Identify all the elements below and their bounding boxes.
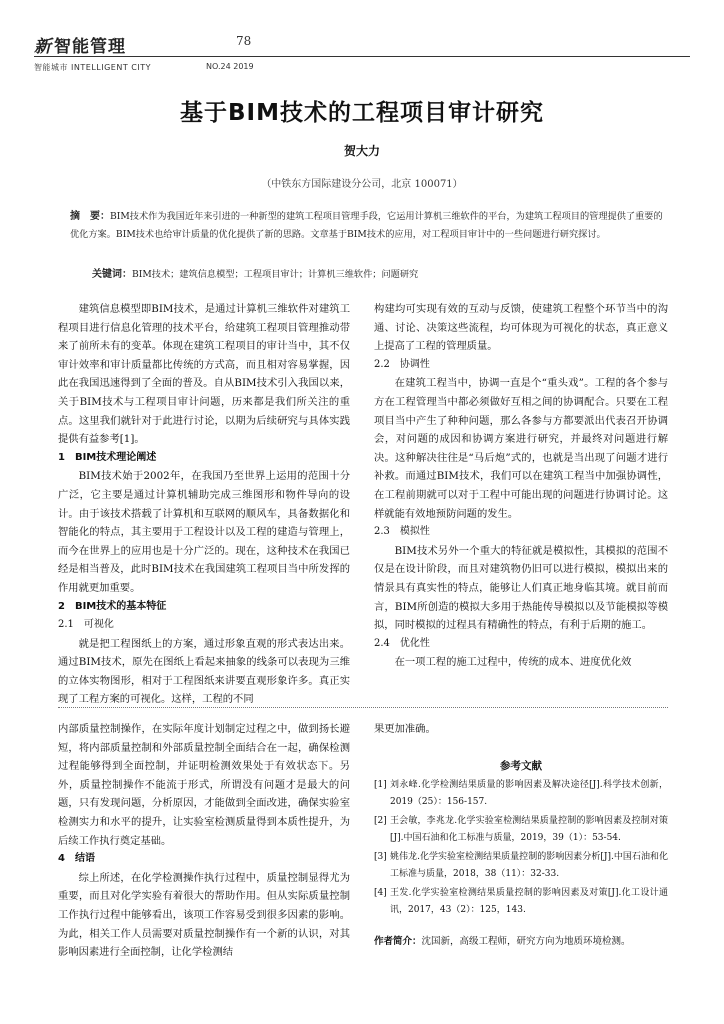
reference-text: 刘永峰.化学检测结果质量的影响因素及解决途径[J].科学技术创新，2019（25）：156-157. — [390, 780, 668, 808]
reference-text: 王发.化学实验室检测结果质量控制的影响因素及对策[J].化工设计通讯，2017，43（2）：125，143. — [390, 888, 668, 916]
section-heading: 2 BIM技术的基本特征 — [58, 600, 167, 612]
journal-subtitle: 智能城市 INTELLIGENT CITY — [34, 63, 151, 72]
abstract — [70, 208, 664, 244]
article-title: 基于BIM技术的工程项目审计研究 — [180, 100, 544, 126]
reference-number: [2] — [374, 816, 387, 827]
reference-number: [1] — [374, 780, 387, 791]
reference-text: 姚伟龙.化学实验室检测结果质量控制的影响因素分析[J].中国石油和化工标准与质量，2018，38（11）：32-33. — [390, 852, 668, 880]
author-affiliation: （中铁东方国际建设分公司，北京 100071） — [261, 179, 463, 190]
paragraph: BIM技术另外一个重大的特征就是模拟性，其模拟的范围不仅是在设计阶段，而且对建筑物仍旧可以进行模拟，模拟出来的情景具有真实性的特点，能够让人们真正地身临其境。就目前而言，BIM所创造的模拟大多用于热能传导模拟以及节能模拟等模拟，同时模拟的过程具有精确性的特点，有利于后期的施工。 — [374, 544, 668, 632]
column-3 — [58, 720, 350, 962]
reference-item — [374, 849, 668, 883]
paragraph: 在一项工程的施工过程中，传统的成本、进度优化效 — [394, 656, 632, 669]
paragraph: 内部质量控制操作，在实际年度计划制定过程之中，做到扬长避短，将内部质量控制和外部质量控制全面结合在一起，确保检测过程能够得到全面控制，并证明检测效果处于有效状态下。另外，质量控制操作不能流于形式，所谓没有问题才是最大的问题，只有发现问题，分析原因，才能做到全面改进，确保实验室检测实力和水平的提升，让实验室检测质量得到本质性提升，为后续工作执行奠定基础。 — [58, 723, 350, 847]
column-4 — [374, 720, 668, 952]
paragraph: 果更加准确。 — [374, 723, 436, 735]
paragraph: 构建均可实现有效的互动与反馈，使建筑工程整个环节当中的沟通、讨论、决策这些流程，均可体现为可视化的状态，真正意义上提高了工程的管理质量。 — [374, 303, 668, 353]
reference-item — [374, 813, 668, 847]
reference-item — [374, 885, 668, 919]
subsection-heading: 2.4 优化性 — [374, 637, 430, 649]
subsection-heading: 2.1 可视化 — [58, 619, 114, 631]
reference-item — [374, 777, 668, 811]
logo-mark: 新 — [34, 37, 52, 57]
author-bio-text: 沈国新，高级工程师，研究方向为地质环境检测。 — [421, 936, 631, 948]
author-bio — [374, 933, 668, 952]
section-name: 智能管理 — [54, 37, 126, 57]
author-name: 贺大力 — [343, 144, 380, 158]
reference-number: [4] — [374, 888, 387, 899]
paragraph: 就是把工程图纸上的方案，通过形象直观的形式表达出来。通过BIM技术，原先在图纸上看起来抽象的线条可以表现为三维的立体实物图形，相对于工程图纸来讲要直观形象许多。真正实现了工程方案的可视化。这样，工程的不同 — [58, 637, 350, 706]
author-bio-label: 作者简介： — [374, 936, 422, 948]
abstract-text: BIM技术作为我国近年来引进的一种新型的建筑工程项目管理手段，它运用计算机三维软件的平台，为建筑工程项目的管理提供了重要的优化方案。BIM技术也给审计质量的优化提供了新的思路。文章基于BIM技术的应用，对工程项目审计中的一些问题进行研究探讨。 — [70, 211, 663, 240]
issue-number: NO.24 2019 — [206, 62, 254, 71]
reference-number: [3] — [374, 852, 387, 863]
paragraph: 综上所述，在化学检测操作执行过程中，质量控制显得尤为重要，而且对化学实验有着很大的帮助作用。但从实际质量控制工作执行过程中能够看出，该项工作容易受到很多因素的影响。为此，相关工作人员需要对质量控制操作有一个新的认识，对其影响因素进行全面控制，让化学检测结 — [58, 871, 350, 959]
subsection-heading: 2.3 模拟性 — [374, 526, 430, 538]
references-heading: 参考文献 — [500, 759, 542, 772]
keywords — [92, 265, 664, 280]
subsection-heading: 2.2 协调性 — [374, 358, 430, 370]
page-header — [34, 30, 690, 74]
page-number: 78 — [236, 34, 252, 48]
paragraph: 在建筑工程当中，协调一直是个“重头戏”。工程的各个参与方在工程管理当中都必须做好互相之间的协调配合。只要在工程项目当中产生了种种问题，那么各参与方都要派出代表召开协调会，对问题的成因和协调方案进行研究，并最终对问题进行解决。这种解决往往是“马后炮”式的，也就是当出现了问题才进行补救。而通过BIM技术，我们可以在建筑工程当中加强协调性，在工程前期就可以对于工程中可能出现的问题进行协调讨论。这样就能有效地预防问题的发生。 — [374, 377, 668, 520]
section-heading: 4 结语 — [58, 853, 95, 865]
column-2 — [374, 300, 668, 672]
header-rule — [34, 56, 690, 57]
reference-text: 王会敏，李兆龙.化学实验室检测结果质量控制的影响因素及控制对策[J].中国石油和化工标准与质量，2019，39（1）：53-54. — [390, 816, 668, 844]
keywords-label: 关键词： — [92, 269, 132, 280]
section-heading: 1 BIM技术理论阐述 — [58, 451, 157, 463]
journal-logo — [34, 32, 126, 57]
column-1 — [58, 300, 350, 709]
paragraph: BIM技术始于2002年，在我国乃至世界上运用的范围十分广泛，它主要是通过计算机辅助完成三维图形和物件导向的设计。由于该技术搭载了计算机和互联网的顺风车，具备数据化和智能化的特点，其主要用于工程设计以及工程的建造与管理上，而今在世界上的应用也是十分广泛的。现在，这种技术在我国已经是相当普及，此时BIM技术在我国建筑工程项目当中所发挥的作用就更加重要。 — [58, 470, 350, 594]
paragraph: 建筑信息模型即BIM技术，是通过计算机三维软件对建筑工程项目进行信息化管理的技术平台，给建筑工程项目管理推动带来了前所未有的变革。体现在建筑工程项目的审计当中，其不仅审计效率和审计质量都比传统的方式高，而且相对容易掌握，因此在我国迅速得到了全面的普及。自从BIM技术引入我国以来，关于BIM技术与工程项目审计问题，历来都是我们所关注的重点。这里我们就针对于此进行讨论，以期为后续研究与具体实践提供有益参考[1]。 — [58, 303, 350, 446]
dotted-divider — [58, 707, 668, 708]
keywords-text: BIM技术；建筑信息模型；工程项目审计；计算机三维软件；问题研究 — [132, 269, 419, 280]
abstract-label: 摘 要： — [70, 211, 110, 222]
